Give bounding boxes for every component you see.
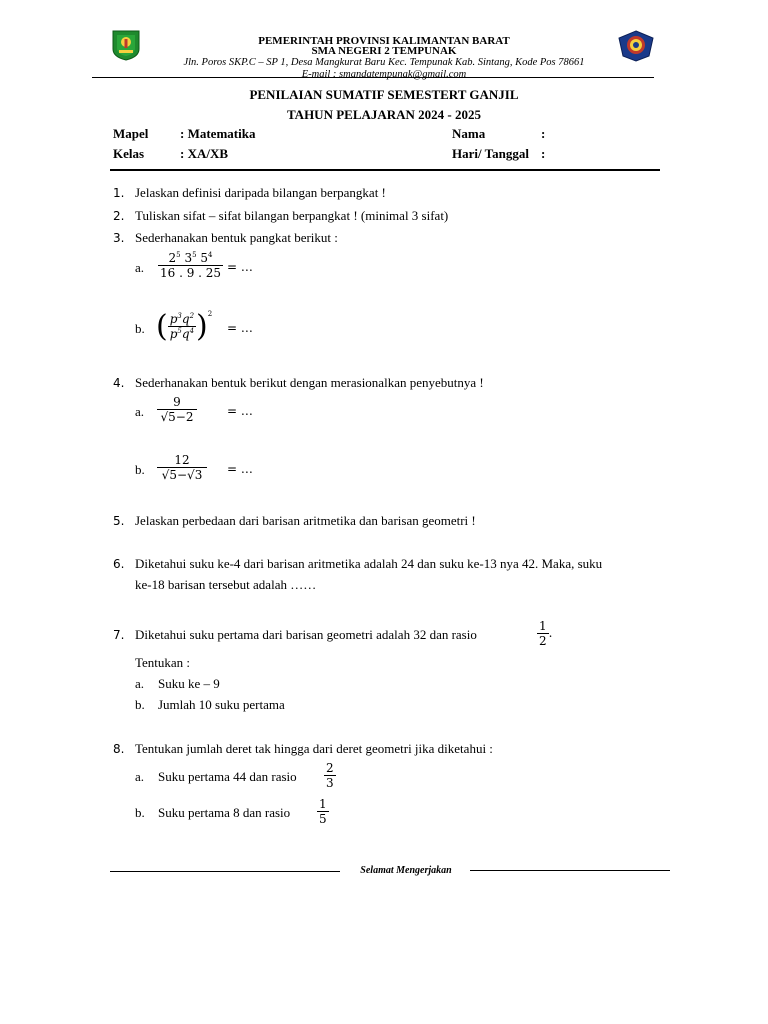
q3b-outer-exp: 2 (207, 310, 213, 318)
q3-number: 3. (113, 231, 125, 245)
info-divider (110, 169, 660, 171)
nama-colon: : (541, 126, 546, 141)
q3b-den-base1: p (169, 327, 178, 341)
q3b-den-base2: q (181, 327, 190, 341)
q4b-radicand2: 3 (194, 468, 203, 482)
q3a-base3: 5 (200, 251, 209, 265)
q7-ratio-num: 1 (539, 619, 547, 633)
q4b-equals: = … (227, 462, 253, 476)
q2-text: Tuliskan sifat – sifat bilangan berpangkat ! (minimal 3 sifat) (135, 208, 449, 223)
q3b-equals: = … (227, 321, 253, 335)
q3a-label: a. (135, 260, 145, 275)
q3a-denominator: 16 . 9 . 25 (160, 266, 222, 280)
q5-text: Jelaskan perbedaan dari barisan aritmetika dan barisan geometri ! (135, 513, 476, 528)
q3b-num-base1: p (169, 312, 178, 326)
q4b-radicand1: 5 (169, 468, 177, 482)
q7a-text: Suku ke – 9 (158, 676, 220, 691)
q3a-fraction (158, 251, 223, 280)
q3a-equals: = … (227, 260, 253, 274)
header-province: PEMERINTAH PROVINSI KALIMANTAN BARAT (258, 35, 510, 47)
q4-text: Sederhanakan bentuk berikut dengan merasionalkan penyebutnya ! (135, 375, 484, 390)
footer-text: Selamat Mengerjakan (360, 865, 452, 876)
q8-text: Tentukan jumlah deret tak hingga dari deret geometri jika diketahui : (135, 741, 493, 756)
mapel-value: : Matematika (180, 126, 256, 141)
hari-label: Hari/ Tanggal (452, 146, 529, 161)
q7a-label: a. (135, 676, 145, 691)
q6-number: 6. (113, 557, 125, 571)
q8-number: 8. (113, 742, 125, 756)
q4b-fraction: $\frac{12}{√5-√3}$ (157, 453, 207, 482)
q4a-numerator: 9 (173, 395, 181, 409)
q4a-den-tail: −2 (175, 410, 194, 424)
q8b-label: b. (135, 805, 145, 820)
q7-tentukan: Tentukan : (135, 655, 191, 670)
exam-year: TAHUN PELAJARAN 2024 - 2025 (286, 107, 482, 122)
q7b-label: b. (135, 697, 145, 712)
q4-number: 4. (113, 376, 125, 390)
header-school: SMA NEGERI 2 TEMPUNAK (311, 45, 457, 57)
q4a-radicand: 5 (168, 410, 176, 424)
header-address: Jln. Poros SKP.C – SP 1, Desa Mangkurat Baru Kec. Tempunak Kab. Sintang, Kode Pos 78661 (183, 57, 585, 68)
q4a-equals: = … (227, 404, 253, 418)
q7-ratio-den: 2 (539, 634, 547, 648)
q3b-label: b. (135, 321, 145, 336)
q8a-label: a. (135, 769, 145, 784)
q4b-label: b. (135, 462, 145, 477)
q2-number: 2. (113, 209, 125, 223)
q8b-text: Suku pertama 8 dan rasio (158, 805, 291, 820)
nama-label: Nama (452, 126, 486, 141)
q8b-ratio-num: 1 (319, 797, 327, 811)
q8a-ratio-den: 3 (326, 776, 334, 790)
q7-text: Diketahui suku pertama dari barisan geometri adalah 32 dan rasio (135, 627, 477, 642)
q8b-ratio (317, 797, 329, 826)
q3-text: Sederhanakan bentuk pangkat berikut : (135, 230, 338, 245)
footer-rule-right (470, 870, 670, 871)
q3b-den-exp1: 5 (177, 327, 182, 335)
q7-ratio (537, 619, 552, 648)
q7-tail: . (548, 626, 553, 640)
q3b-fraction: ( $\frac{p^3q^2}{p^5q^4}$ )$^2$ (156, 309, 213, 344)
q6-line2: ke-18 barisan tersebut adalah …… (135, 577, 317, 592)
q3a-base1: 2 (168, 251, 177, 265)
q1-number: 1. (113, 186, 125, 200)
q3a-exp2: 5 (192, 251, 197, 259)
hari-colon: : (541, 146, 546, 161)
school-logo (617, 30, 655, 62)
mapel-label: Mapel (113, 126, 149, 141)
q3b-den-exp2: 4 (189, 327, 195, 335)
q5-number: 5. (113, 514, 125, 528)
q8b-ratio-den: 5 (319, 812, 327, 826)
q3a-exp3: 4 (208, 251, 213, 259)
q6-line1: Diketahui suku ke-4 dari barisan aritmetika adalah 24 dan suku ke-13 nya 42. Maka, suku (135, 556, 603, 571)
q4a-fraction: $\frac{9}{√5-2}$ (157, 395, 197, 424)
q4a-label: a. (135, 404, 145, 419)
q3b-num-exp1: 3 (177, 312, 182, 320)
q4b-den-mid: − (176, 468, 188, 482)
q3b-num-exp2: 2 (189, 312, 195, 320)
q8a-text: Suku pertama 44 dan rasio (158, 769, 297, 784)
header-divider (92, 77, 654, 78)
kelas-label: Kelas (113, 146, 145, 161)
q3a-exp1: 5 (176, 251, 181, 259)
kelas-value: : XA/XB (180, 146, 229, 161)
exam-title: PENILAIAN SUMATIF SEMESTERT GANJIL (249, 87, 519, 102)
q3b-num-base2: q (181, 312, 190, 326)
q4b-numerator: 12 (174, 453, 190, 467)
q8a-ratio-num: 2 (326, 761, 334, 775)
header-email: E-mail : smandatempunak@gmail.com (301, 69, 467, 80)
q7-number: 7. (113, 628, 125, 642)
q1-text: Jelaskan definisi daripada bilangan berpangkat ! (135, 185, 386, 200)
q3a-base2: 3 (184, 251, 193, 265)
q8a-ratio (324, 761, 336, 790)
q7b-text: Jumlah 10 suku pertama (158, 697, 285, 712)
